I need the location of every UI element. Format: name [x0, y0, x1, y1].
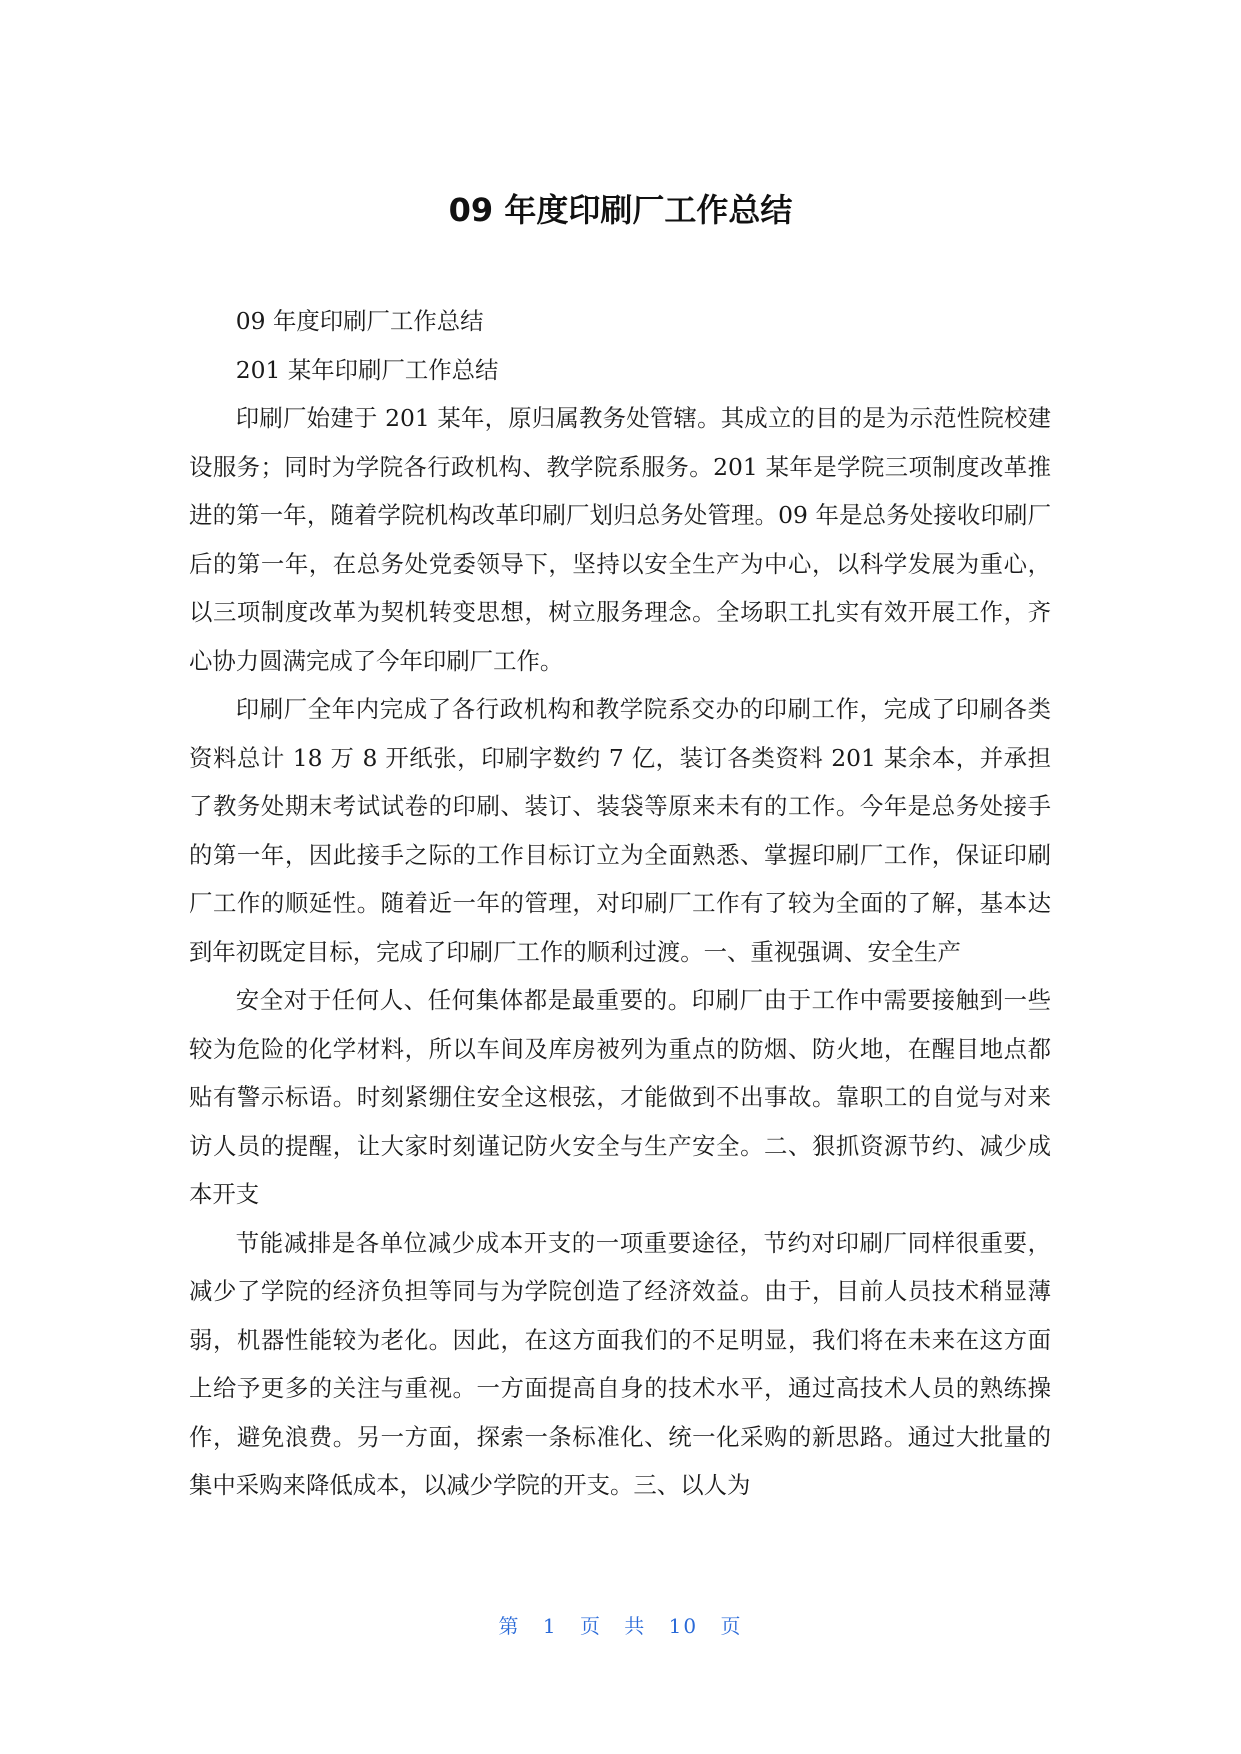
paragraph-annual-work: 印刷厂全年内完成了各行政机构和教学院系交办的印刷工作，完成了印刷各类资料总计 18 万 8 开纸张，印刷字数约 7 亿，装订各类资料 201 某余本，并承担了教务处期末考试试卷的印刷、装订、装袋等原来未有的工作。今年是总务处接手的第一年，因此接手之际的工作目标订立为全面熟悉、掌握印刷厂工作，保证印刷厂工作的顺延性。随着近一年的管理，对印刷厂工作有了较为全面的了解，基本达到年初既定目标，完成了印刷厂工作的顺利过渡。一、重视强调、安全生产 [189, 695, 1051, 966]
paragraph-energy-saving: 节能减排是各单位减少成本开支的一项重要途径，节约对印刷厂同样很重要，减少了学院的经济负担等同与为学院创造了经济效益。由于，目前人员技术稍显薄弱，机器性能较为老化。因此，在这方面我们的不足明显，我们将在未来在这方面上给予更多的关注与重视。一方面提高自身的技术水平，通过高技术人员的熟练操作，避免浪费。另一方面，探索一条标准化、统一化采购的新思路。通过大批量的集中采购来降低成本，以减少学院的开支。三、以人为 [189, 1228, 1051, 1499]
paragraph-safety: 安全对于任何人、任何集体都是最重要的。印刷厂由于工作中需要接触到一些较为危险的化学材料，所以车间及库房被列为重点的防烟、防火地，在醒目地点都贴有警示标语。时刻紧绷住安全这根弦，才能做到不出事故。靠职工的自觉与对来访人员的提醒，让大家时刻谨记防火安全与生产安全。二、狠抓资源节约、减少成本开支 [189, 986, 1051, 1208]
paragraph-heading-repeat: 09 年度印刷厂工作总结 [235, 307, 484, 335]
paragraph-intro: 印刷厂始建于 201 某年，原归属教务处管辖。其成立的目的是为示范性院校建设服务；同时为学院各行政机构、教学院系服务。201 某年是学院三项制度改革推进的第一年，随着学院机构改革印刷厂划归总务处管理。09 年是总务处接收印刷厂后的第一年，在总务处党委领导下，坚持以安全生产为中心，以科学发展为重心，以三项制度改革为契机转变思想，树立服务理念。全场职工扎实有效开展工作，齐心协力圆满完成了今年印刷厂工作。 [189, 404, 1051, 675]
document-title: 09 年度印刷厂工作总结 [448, 191, 793, 229]
page-number-footer: 第 1 页 共 10 页 [498, 1614, 743, 1638]
paragraph-subtitle: 201 某年印刷厂工作总结 [235, 355, 499, 384]
document-body [189, 297, 1051, 1510]
